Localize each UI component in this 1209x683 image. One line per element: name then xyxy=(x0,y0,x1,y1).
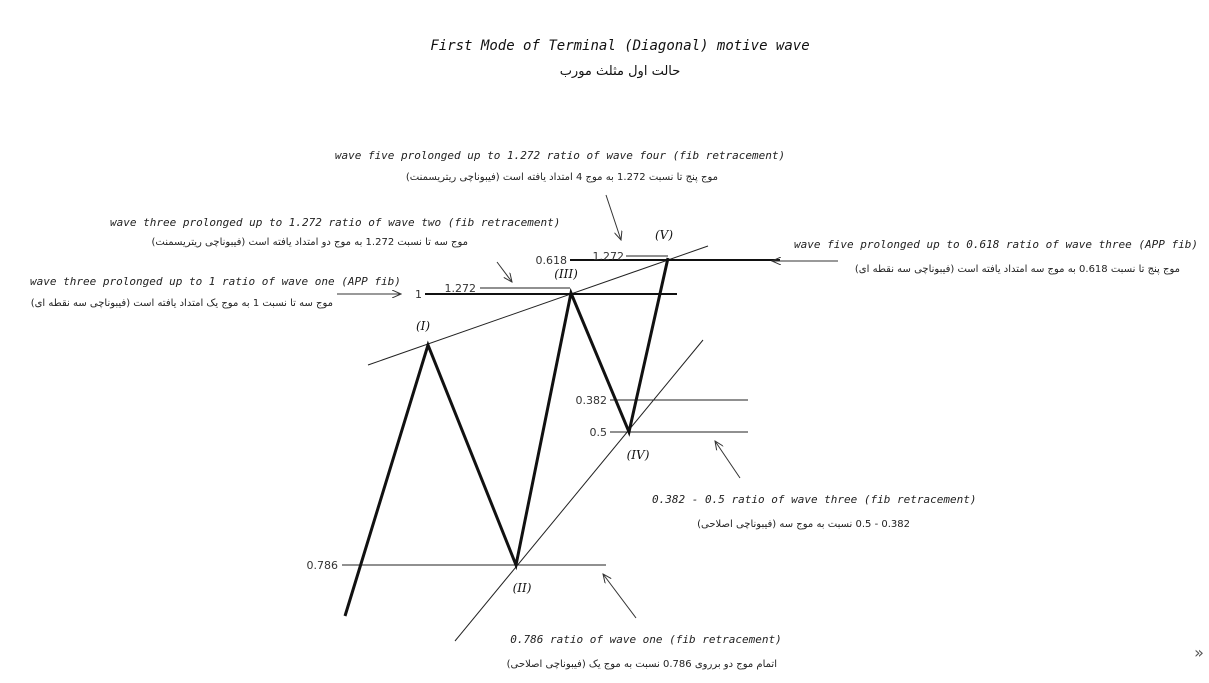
next-arrow-button[interactable]: » xyxy=(1194,643,1204,662)
level-label-0786: 0.786 xyxy=(306,559,338,572)
annotation-wave3-app-en: wave three prolonged up to 1 ratio of wave one (APP fib) xyxy=(30,275,401,288)
lower-trendline xyxy=(455,340,703,641)
diagram-title-fa: حالت اول مثلث مورب xyxy=(559,64,681,79)
level-label-0382: 0.382 xyxy=(575,394,607,407)
level-label-05: 0.5 xyxy=(589,426,607,439)
annotation-wave5-app-fa: موج پنج تا نسبت 0.618 به موج سه امتداد یافته است (فیبوناچی سه نقطه ای) xyxy=(854,264,1180,275)
wave-path xyxy=(345,258,668,616)
arrow-annotation-2 xyxy=(497,262,512,282)
arrow-annotation-5 xyxy=(715,441,740,478)
arrow-annotation-6 xyxy=(603,574,636,618)
annotation-wave5-app-en: wave five prolonged up to 0.618 ratio of wave three (APP fib) xyxy=(794,238,1198,251)
annotation-wave3-retr-en: wave three prolonged up to 1.272 ratio of wave two (fib retracement) xyxy=(110,216,561,229)
diagram-title: First Mode of Terminal (Diagonal) motive wave xyxy=(430,38,810,54)
level-label-1272a: 1.272 xyxy=(444,282,476,295)
arrow-annotation-3 xyxy=(606,195,621,240)
level-label-1272b: 1.272 xyxy=(592,250,624,263)
annotation-wave2-retr-fa: اتمام موج دو برروی 0.786 نسبت به موج یک (فیبوناچی اصلاحی) xyxy=(506,659,777,670)
wave-label-2: (II) xyxy=(512,581,532,595)
level-label-0618: 0.618 xyxy=(535,254,567,267)
wave-label-4: (IV) xyxy=(626,448,650,462)
annotation-wave5-retr-fa: موج پنج تا نسبت 1.272 به موج 4 امتداد یافته است (فیبوناچی ریتریسمنت) xyxy=(405,172,718,183)
annotation-wave3-retr-fa: موج سه تا نسبت 1.272 به موج دو امتداد یافته است (فیبوناچی ریتریسمنت) xyxy=(151,237,468,248)
level-label-1: 1 xyxy=(415,288,422,301)
wave-label-5: (V) xyxy=(654,228,674,242)
annotation-wave4-retr-en: 0.382 - 0.5 ratio of wave three (fib retracement) xyxy=(652,493,977,506)
wave-label-3: (III) xyxy=(554,267,578,281)
annotation-wave2-retr-en: 0.786 ratio of wave one (fib retracement) xyxy=(510,633,782,646)
annotation-wave3-app-fa: موج سه تا نسبت 1 به موج یک امتداد یافته است (فیبوناچی سه نقطه ای) xyxy=(30,298,333,309)
annotation-wave5-retr-en: wave five prolonged up to 1.272 ratio of wave four (fib retracement) xyxy=(334,149,786,162)
wave-label-1: (I) xyxy=(415,319,431,333)
annotation-wave4-retr-fa: 0.382 - 0.5 نسبت به موج سه (فیبوناچی اصلاحی) xyxy=(697,519,910,530)
